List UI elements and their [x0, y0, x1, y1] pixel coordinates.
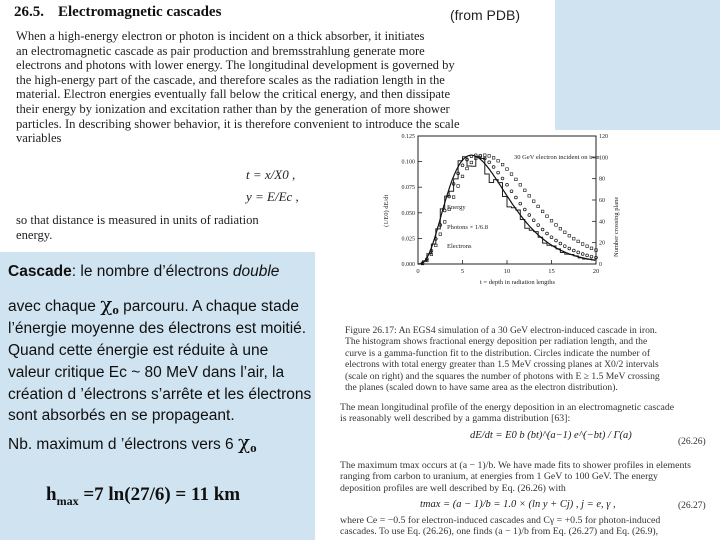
- electron-point: [572, 249, 575, 252]
- electron-point: [555, 239, 558, 242]
- electron-point: [523, 208, 526, 211]
- electron-point: [577, 251, 580, 254]
- double-term: double: [232, 263, 280, 280]
- electron-point: [532, 219, 535, 222]
- y-tick-label: 0.025: [401, 236, 415, 243]
- chi-symbol: χ: [238, 430, 251, 454]
- pdb-line: their energy by ionization and excitation rather than by the generation of more shower: [16, 101, 450, 116]
- y2-tick-label: 100: [599, 155, 608, 162]
- equation-number-26-27: (26.27): [678, 501, 706, 511]
- equation-y: y = E/Ec ,: [246, 189, 299, 204]
- photon-point: [546, 215, 549, 218]
- photon-point: [532, 200, 535, 203]
- x-tick-label: 0: [416, 268, 420, 275]
- cascade-profile-figure: [383, 132, 620, 287]
- y2-tick-label: 60: [599, 198, 605, 204]
- pdb-body-text-2: [340, 460, 712, 494]
- x-tick-label: 15: [548, 268, 555, 275]
- caption-line: (scale on right) and the squares the number of photons with E ≥ 1.5 MeV crossing: [345, 370, 660, 382]
- electron-point: [568, 247, 571, 250]
- x-tick-label: 10: [503, 268, 511, 275]
- photon-point: [510, 173, 513, 176]
- photon-point: [466, 167, 469, 170]
- photon-point: [515, 178, 518, 181]
- chi-symbol: χ: [100, 292, 113, 316]
- electron-point: [590, 255, 593, 258]
- explanation-line-2: avec chaque χo parcouru. A chaque stade: [8, 292, 299, 317]
- explanation-line-8: Nb. maximum d ’électrons vers 6 χo: [8, 430, 257, 455]
- electron-point: [443, 209, 446, 212]
- photon-point: [524, 189, 527, 192]
- y-tick-label: 0.075: [401, 185, 415, 192]
- electron-point: [559, 242, 562, 245]
- pdb-line: electrons and photons with lower energy. The longitudinal development is governed by: [16, 58, 455, 73]
- electron-point: [515, 196, 518, 199]
- pdb-body-text-3: [340, 515, 712, 538]
- pdb-line: an electromagnetic cascade as pair production and bremsstrahlung generate more: [16, 43, 425, 58]
- body-line: ranging from carbon to uranium, at energies from 1 GeV to 100 GeV. The energy: [340, 471, 658, 483]
- explanation-line-7: sont absorbés en se propageant.: [8, 407, 235, 424]
- figure-caption: [345, 325, 705, 393]
- hmax-formula: $h_{max} =7$ ln(27/6) = 11 km: [46, 484, 241, 508]
- photon-point: [555, 224, 558, 227]
- photon-point: [484, 154, 487, 157]
- photon-point: [586, 245, 589, 248]
- photon-point: [568, 234, 571, 237]
- pdb-line: particles. In describing shower behavior, it is therefore convenient to introduce the scale: [16, 116, 460, 131]
- electron-point: [519, 202, 522, 205]
- electron-point: [550, 236, 553, 239]
- body-line: cascades. To use Eq. (26.26), one finds (a − 1)/b from Eq. (26.27) and Eq. (26.9),: [340, 526, 659, 538]
- photon-point: [572, 237, 575, 240]
- side-strip: [555, 0, 720, 130]
- photon-point: [590, 247, 593, 250]
- photon-point: [528, 195, 531, 198]
- electron-point: [586, 254, 589, 257]
- energy-histogram: [418, 157, 596, 264]
- electron-point: [497, 171, 500, 174]
- source-note: (from PDB): [450, 7, 520, 23]
- x-axis-label: t = depth in radiation lengths: [480, 279, 555, 286]
- photon-point: [541, 210, 544, 213]
- photon-point: [519, 184, 522, 187]
- equation-26-27: tmax = (a − 1)/b = 1.0 × (ln y + Cj) , j = e, γ ,: [420, 499, 616, 510]
- y-tick-label: 0.125: [401, 134, 415, 140]
- electron-point: [510, 190, 513, 193]
- photon-point: [564, 231, 567, 234]
- equation-t: t = x/X0 ,: [246, 167, 296, 182]
- electron-point: [537, 224, 540, 227]
- photon-point: [577, 240, 580, 243]
- y-axis-label: (1/E0) dE/dt: [383, 194, 390, 227]
- legend-electrons: Electrons: [447, 243, 472, 250]
- equation-number-26-26: (26.26): [678, 437, 706, 447]
- pdb-section-title: Electromagnetic cascades: [58, 4, 222, 20]
- pdb-line: the high-energy part of the cascade, and therefore scales as the radiation length in the: [16, 72, 445, 87]
- explanation-line-3: l’énergie moyenne des électrons est moitié.: [8, 320, 307, 337]
- body-line: deposition profiles are well described by Eq. (26.26) with: [340, 482, 566, 494]
- photon-point: [537, 205, 540, 208]
- photon-point: [550, 219, 553, 222]
- photon-point: [443, 221, 446, 224]
- pdb-paragraph-2: [16, 213, 316, 242]
- y2-tick-label: 80: [599, 176, 605, 183]
- electron-point: [492, 166, 495, 169]
- y-tick-label: 0.100: [401, 159, 415, 166]
- photon-point: [559, 227, 562, 230]
- pdb-line: material. Electron energies eventually fall below the critical energy, and then dissipate: [16, 87, 451, 102]
- explanation-line-6: création d ’électrons s’arrête et les électrons: [8, 386, 312, 403]
- electron-point: [581, 253, 584, 256]
- pdb-line: energy.: [16, 227, 53, 242]
- pdb-paragraph: [16, 29, 541, 146]
- y2-tick-label: 0: [599, 262, 602, 268]
- body-line: The mean longitudinal profile of the energy deposition in an electromagnetic cascade: [340, 402, 675, 413]
- electron-point: [541, 228, 544, 231]
- explanation-line-4: Quand cette énergie est réduite à une: [8, 342, 269, 359]
- scale-variables-equations: [246, 164, 299, 208]
- electron-point: [546, 232, 549, 235]
- y-axis-ticks: [402, 134, 423, 268]
- electron-point: [506, 183, 509, 186]
- explanation-line-1: Cascade: le nombre d’électrons double: [8, 263, 280, 280]
- y2-tick-label: 20: [599, 240, 605, 247]
- pdb-line: so that distance is measured in units of radiation: [16, 213, 259, 227]
- x-tick-label: 20: [592, 268, 600, 275]
- electron-point: [488, 161, 491, 164]
- photon-point: [492, 157, 495, 160]
- y2-tick-label: 120: [599, 134, 608, 140]
- photon-point: [461, 175, 464, 178]
- body-line: where Ce = −0.5 for electron-induced cascades and Cγ = +0.5 for photon-induced: [340, 515, 661, 526]
- photon-point: [470, 161, 473, 164]
- photon-point: [497, 160, 500, 163]
- caption-line: electrons with total energy greater than 1.5 MeV crossing planes at X0/2 intervals: [345, 359, 659, 371]
- pdb-section-number: 26.5.: [14, 4, 44, 20]
- pdb-line: When a high-energy electron or photon is incident on a thick absorber, it initiates: [16, 29, 425, 43]
- pdb-line: variables: [16, 131, 62, 146]
- electron-point: [528, 214, 531, 217]
- caption-line: the planes (scaled down to have same area as the electron distribution).: [345, 382, 618, 394]
- photon-point: [457, 185, 460, 188]
- body-line: is reasonably well described by a gamma distribution [63]:: [340, 413, 571, 425]
- y2-tick-label: 40: [599, 219, 605, 226]
- y-tick-label: 0.000: [401, 262, 415, 268]
- photon-point: [452, 196, 455, 199]
- caption-line: Figure 26.17: An EGS4 simulation of a 30 GeV electron-induced cascade in iron.: [345, 325, 658, 336]
- pdb-body-text: [340, 402, 712, 425]
- y-tick-label: 0.050: [401, 210, 415, 217]
- explanation-line-5: valeur critique Ec ~ 80 MeV dans l’air, la: [8, 364, 285, 381]
- electron-point: [501, 177, 504, 180]
- caption-line: The histogram shows fractional energy deposition per radiation length, and the: [345, 336, 648, 348]
- body-line: The maximum tmax occurs at (a − 1)/b. We have made fits to shower profiles in elements: [340, 460, 691, 471]
- photon-point: [581, 243, 584, 246]
- legend-photons: Photons × 1/6.8: [447, 224, 489, 231]
- figure-annotation: 30 GeV electron incident on iron: [514, 154, 600, 161]
- cascade-term: Cascade: [8, 263, 72, 280]
- electron-point: [461, 164, 464, 167]
- x-tick-label: 5: [460, 268, 465, 275]
- photon-point: [439, 233, 442, 236]
- caption-line: curve is a gamma-function fit to the distribution. Circles indicate the number of: [345, 347, 651, 359]
- x-axis-ticks: [416, 260, 599, 275]
- electron-point: [563, 245, 566, 248]
- photon-point: [506, 168, 509, 171]
- pdb-section-heading: [14, 4, 221, 21]
- equation-26-26: dE/dt = E0 b (bt)^(a−1) e^(−bt) / Γ(a): [470, 430, 632, 441]
- photon-point: [501, 163, 504, 166]
- y2-axis-label: Number crossing plane: [613, 196, 620, 257]
- legend-energy: Energy: [447, 204, 466, 211]
- photon-point: [488, 155, 491, 158]
